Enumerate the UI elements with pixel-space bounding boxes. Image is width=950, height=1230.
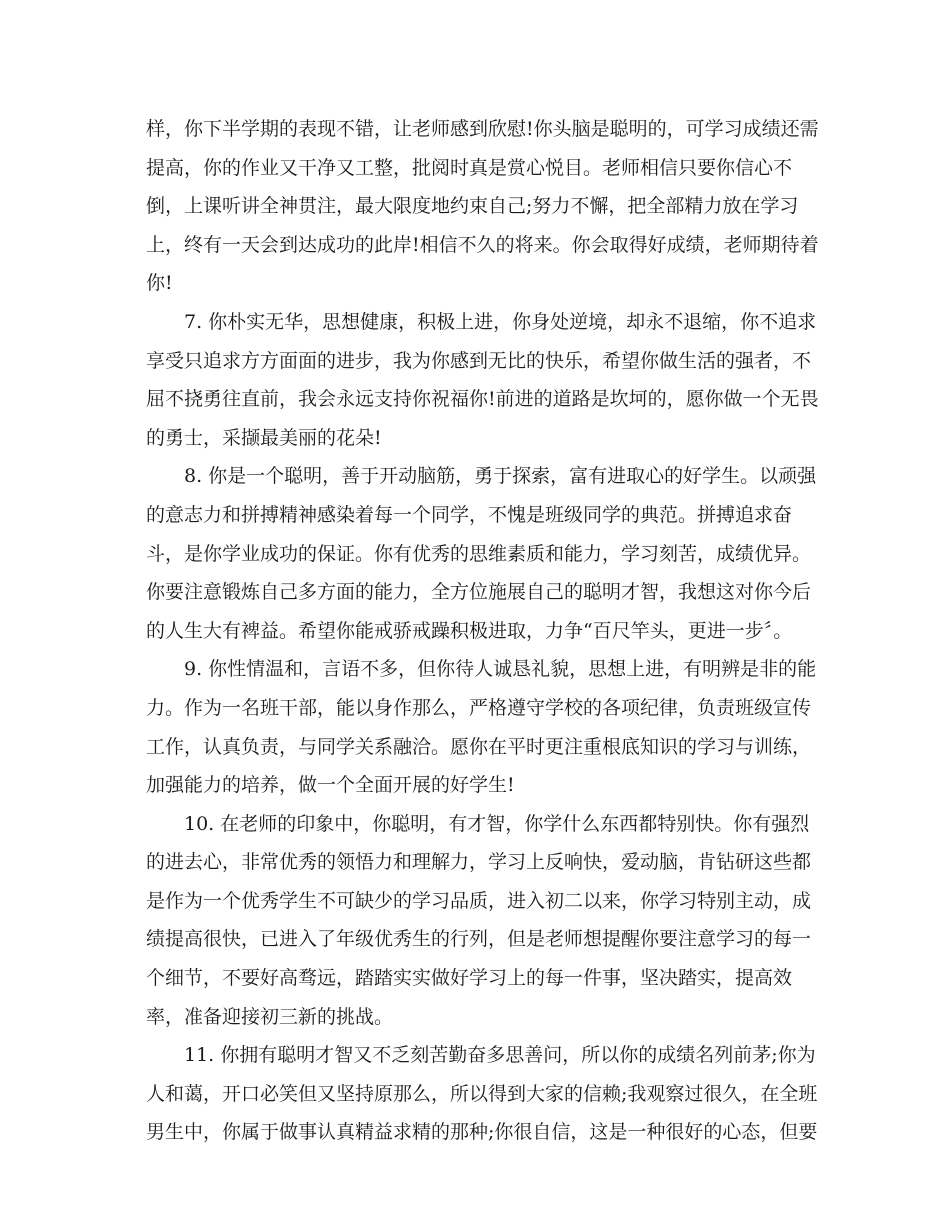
text-line: 的勇士，采撷最美丽的花朵! xyxy=(146,426,382,449)
text-line: 10. 在老师的印象中，你聪明，有才智，你学什么东西都特别快。你有强烈 xyxy=(184,812,810,835)
text-line: 享受只追求方方面面的进步，我为你感到无比的快乐，希望你做生活的强者，不 xyxy=(146,349,812,372)
text-line: 11. 你拥有聪明才智又不乏刻苦勤奋多思善问，所以你的成绩名列前茅;你为 xyxy=(184,1044,816,1067)
document-body xyxy=(146,110,819,1152)
paragraph-6-continuation xyxy=(146,110,819,303)
text-line: 7. 你朴实无华，思想健康，积极上进，你身处逆境，却永不退缩，你不追求 xyxy=(184,310,817,333)
text-line: 8. 你是一个聪明，善于开动脑筋，勇于探索，富有进取心的好学生。以顽强 xyxy=(184,465,817,488)
text-line: 加强能力的培养，做一个全面开展的好学生! xyxy=(146,774,515,797)
text-line: 样，你下半学期的表现不错，让老师感到欣慰!你头脑是聪明的，可学习成绩还需 xyxy=(146,118,819,140)
text-line: 屈不挠勇往直前，我会永远支持你祝福你!前进的道路是坎坷的，愿你做一个无畏 xyxy=(146,388,819,411)
paragraph-11 xyxy=(146,1036,818,1152)
text-line: 你要注意锻炼自己多方面的能力，全方位施展自己的聪明才智，我想这对你今后 xyxy=(146,581,812,604)
text-line: 倒，上课听讲全神贯注，最大限度地约束自己;努力不懈，把全部精力放在学习 xyxy=(146,195,799,218)
text-line: 的人生大有裨益。希望你能戒骄戒躁积极进取，力争“百尺竿头，更进一步〞。 xyxy=(146,619,793,642)
text-line: 的进去心，非常优秀的领悟力和理解力，学习上反响快，爱动脑，肯钻研这些都 xyxy=(146,851,812,874)
paragraph-10 xyxy=(146,805,810,1037)
paragraph-7 xyxy=(146,303,819,457)
text-line: 力。作为一名班干部，能以身作那么，严格遵守学校的各项纪律，负责班级宣传 xyxy=(146,696,812,719)
text-line: 工作，认真负责，与同学关系融洽。愿你在平时更注重根底知识的学习与训练， xyxy=(146,735,812,758)
text-line: 个细节，不要好高骛远，踏踏实实做好学习上的每一件事，坚决踏实，提高效 xyxy=(146,967,793,990)
text-line: 男生中，你属于做事认真精益求精的那种;你很自信，这是一种很好的心态，但要 xyxy=(146,1121,818,1144)
text-line: 人和蔼，开口必笑但又坚持原那么，所以得到大家的信赖;我观察过很久，在全班 xyxy=(146,1082,818,1105)
text-line: 上，终有一天会到达成功的此岸!相信不久的将来。你会取得好成绩，老师期待着 xyxy=(146,233,819,256)
text-line: 绩提高很快，已进入了年级优秀生的行列，但是老师想提醒你要注意学习的每一 xyxy=(146,928,812,951)
paragraph-9 xyxy=(146,650,817,804)
text-line: 率，准备迎接初三新的挑战。 xyxy=(146,1005,394,1028)
text-line: 9. 你性情温和，言语不多，但你待人诚恳礼貌，思想上进，有明辨是非的能 xyxy=(184,658,817,681)
text-line: 你! xyxy=(146,272,173,295)
text-line: 的意志力和拼搏精神感染着每一个同学，不愧是班级同学的典范。拼搏追求奋 xyxy=(146,503,793,526)
text-line: 提高，你的作业又干净又工整，批阅时真是赏心悦目。老师相信只要你信心不 xyxy=(146,156,793,179)
paragraph-8 xyxy=(146,457,817,650)
text-line: 斗，是你学业成功的保证。你有优秀的思维素质和能力，学习刻苦，成绩优异。 xyxy=(146,542,812,565)
text-line: 是作为一个优秀学生不可缺少的学习品质，进入初二以来，你学习特别主动，成 xyxy=(146,889,812,912)
